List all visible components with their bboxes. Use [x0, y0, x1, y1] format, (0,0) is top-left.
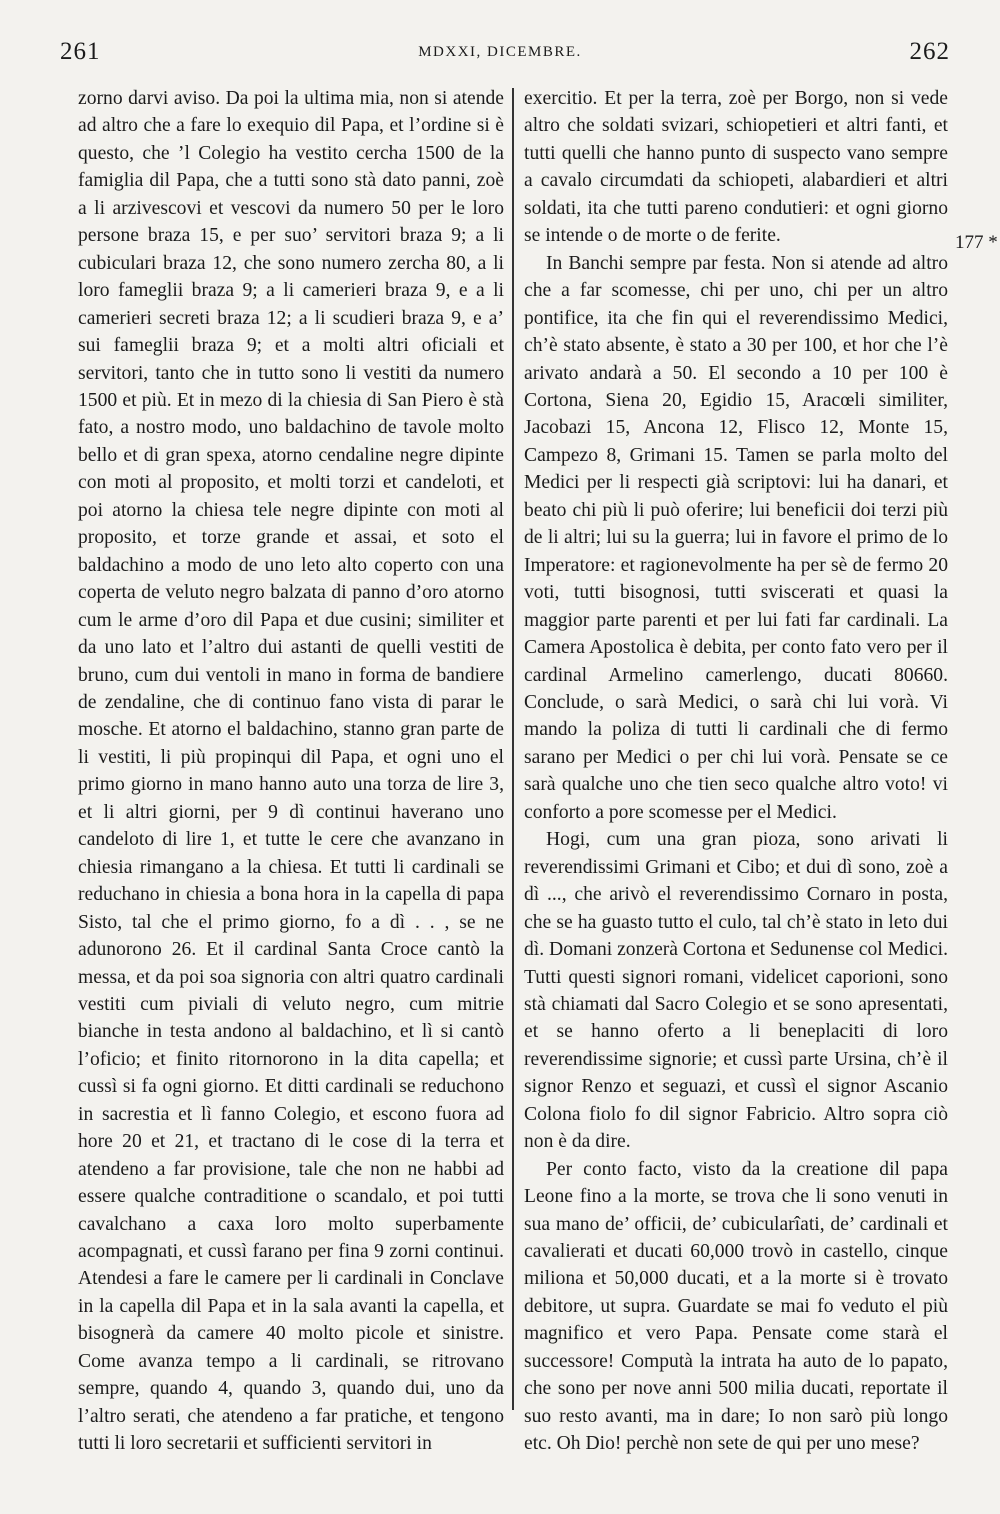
margin-note: 177 *	[955, 232, 998, 253]
right-paragraph-1: exercitio. Et per la terra, zoè per Borgo, non si vede altro che soldati svizari, schiopetieri et altri fanti, et tutti quelli che hanno punto di suspecto vano sempre a cavalo circumdati da schiopeti, alabardieri et altri soldati, ita che tutti pareno condutieri: et ogni giorno se intende o de morte o de ferite.	[524, 88, 948, 247]
column-divider	[512, 88, 514, 1410]
right-column	[524, 85, 948, 1455]
page-number-right: 262	[909, 38, 950, 65]
right-paragraph-4: Per conto facto, visto da la creatione dil papa Leone fino a la morte, se trova che li sono venuti in sua mano de’ officii, de’ cubicularîati, de’ cardinali et cavalierati et ducati 60,000 trovò in castello, cinque miliona et 50,000 ducati, et a la morte si è trovato debitore, ut supra. Guardate se mai fo veduto el più magnifico et vero Papa. Pensate come starà el successore! Computà la intrata ha auto de lo papato, che sono per nove anni 500 milia ducati, reportate il suo resto avanti, ma in dare; Io non sarò più longo etc. Oh Dio! perchè non sete de qui per uno mese?	[524, 1158, 948, 1455]
page-number-left: 261	[60, 38, 101, 65]
page-header	[0, 38, 1000, 78]
right-paragraph-3: Hogi, cum una gran pioza, sono arivati li reverendissimi Grimani et Cibo; et dui dì sono, zoè a dì ..., che arivò el reverendissimo Cornaro in posta, che se ha guasto tutto el culo, tal ch’è stato in leto dui dì. Domani zonzerà Cortona et Sedunense col Medici. Tutti questi signori romani, videlicet caporioni, sono stà chiamati dal Sacro Colegio et se sono apresentati, et se hanno oferto a li beneplaciti di loro reverendissime signorie; et cussì parte Ursina, ch’è il signor Renzo et seguazi, et cussì el signor Ascanio Colona fiolo fo dil signor Fabricio. Altro sopra ciò non è da dire.	[524, 829, 948, 1153]
left-column	[78, 85, 504, 1455]
right-paragraph-2: In Banchi sempre par festa. Non si atende ad altro che a far scomesse, chi per uno, chi per un altro pontifice, ita che fin qui el reverendissimo Medici, ch’è stato absente, è stato a 30 per 100, et hor che l’è arivato andarà a 50. El secondo a 10 per 100 è Cortona, Siena 20, Egidio 15, Aracœli similiter, Jacobazi 15, Ancona 12, Flisco 12, Monte 15, Campezo 8, Grimani 15. Tamen se parla molto del Medici per li respecti già scriptovi: lui ha danari, et beato chi più li può oferire; lui beneficii doi terzi più de li altri; lui su la guerra; lui in favore el primo de lo Imperatore: et ragionevolmente ha per sè de fermo 20 voti, tutti bisognosi, tutti sviscerati et quasi la maggior parte parenti et per lui fati far cardinali. La Camera Apostolica è debita, per conto fato vero per il cardinal Armelino camerlengo, ducati 80660. Conclude, o sarà Medici, o sarà chi lui vorà. Vi mando la poliza di tutti li cardinali che di fermo sarano per Medici o per chi lui vorà. Pensate se ce sarà qualche uno che tien seco qualche altro voto! vi conforto a pore scomesse per el Medici.	[524, 252, 948, 823]
left-paragraph: zorno darvi aviso. Da poi la ultima mia, non si atende ad altro che a fare lo exequio dil Papa, et l’ordine si è questo, che ’l Colegio ha vestito cercha 1500 de la famiglia dil Papa, che a tutti sono stà dato panni, zoè a li arzivescovi et vescovi da numero 50 per le loro persone braza 15, e per suo’ servitori braza 9; a li cubiculari braza 12, che sono numero zercha 80, a li loro fameglii braza 9; a li camerieri braza 9, e a li camerieri secreti braza 12; a li scudieri braza 9, e a’ sui fameglii braza 9; et a molti altri oficiali et servitori, tanto che in tutto sono li vestiti da numero 1500 et più. Et in mezo di la chiesia di San Piero è stà fato, a nostro modo, uno baldachino de tavole molto bello et di gran spexa, atorno cendaline negre dipinte con moti al proposito, et molti torzi et candeloti, et poi atorno la chiesa tele negre dipinte con moti al proposito, et torze grande et assai, et soto el baldachino a modo de uno leto alto coperto con una coperta de veluto negro balzata di panno d’oro atorno cum le arme d’oro dil Papa et due cusini; similiter et da uno lato et l’altro dui astanti de quelli vestiti de bruno, cum dui ventoli in mano in forma de bandiere de zendaline, che di continuo fano vista di parar le mosche. Et atorno el baldachino, stanno gran parte de li vestiti, li più propinqui dil Papa, et ogni uno el primo giorno in mano hanno auto una torza de lire 3, et li altri giorni, per 9 dì continui haverano uno candeloto di lire 1, et tutte le cere che avanzano in chiesia rimangano a la chiesa. Et tutti li cardinali se reduchano in chiesia a bona hora in la capella di papa Sisto, tal che el primo giorno, fo a dì . . , se ne adunorono 26. Et il cardinal Santa Croce cantò la messa, et da poi soa signoria con altri quatro cardinali vestiti cum piviali di veluto negro, cum mitrie bianche in testa andono al baldachino, et lì si cantò l’oficio; et finito ritornorono in la dita capella; et cussì si fa ogni giorno. Et ditti cardinali se reduchono in sacrestia et lì fanno Colegio, et escono fuora ad hore 20 et 21, et tractano di le cose di la terra et atendeno a far provisione, tale che non ne habbi ad essere qualche contraditione o scandalo, et poi tutti cavalchano a caxa loro molto superbamente acompagnati, et cussì farano per fina 9 zorni continui. Atendesi a fare le camere per li cardinali in Conclave in la capella dil Papa et in la sala avanti la capella, et bisognerà da camere 40 molto picole et sinistre. Come avanza tempo a li cardinali, se ritrovano sempre, quando 4, quando 3, quando dui, uno da l’altro serati, che atendeno a far pratiche, et tengono tutti li loro secretarii et sufficienti servitori in	[78, 88, 504, 1455]
running-head: MDXXI, DICEMBRE.	[418, 44, 582, 60]
